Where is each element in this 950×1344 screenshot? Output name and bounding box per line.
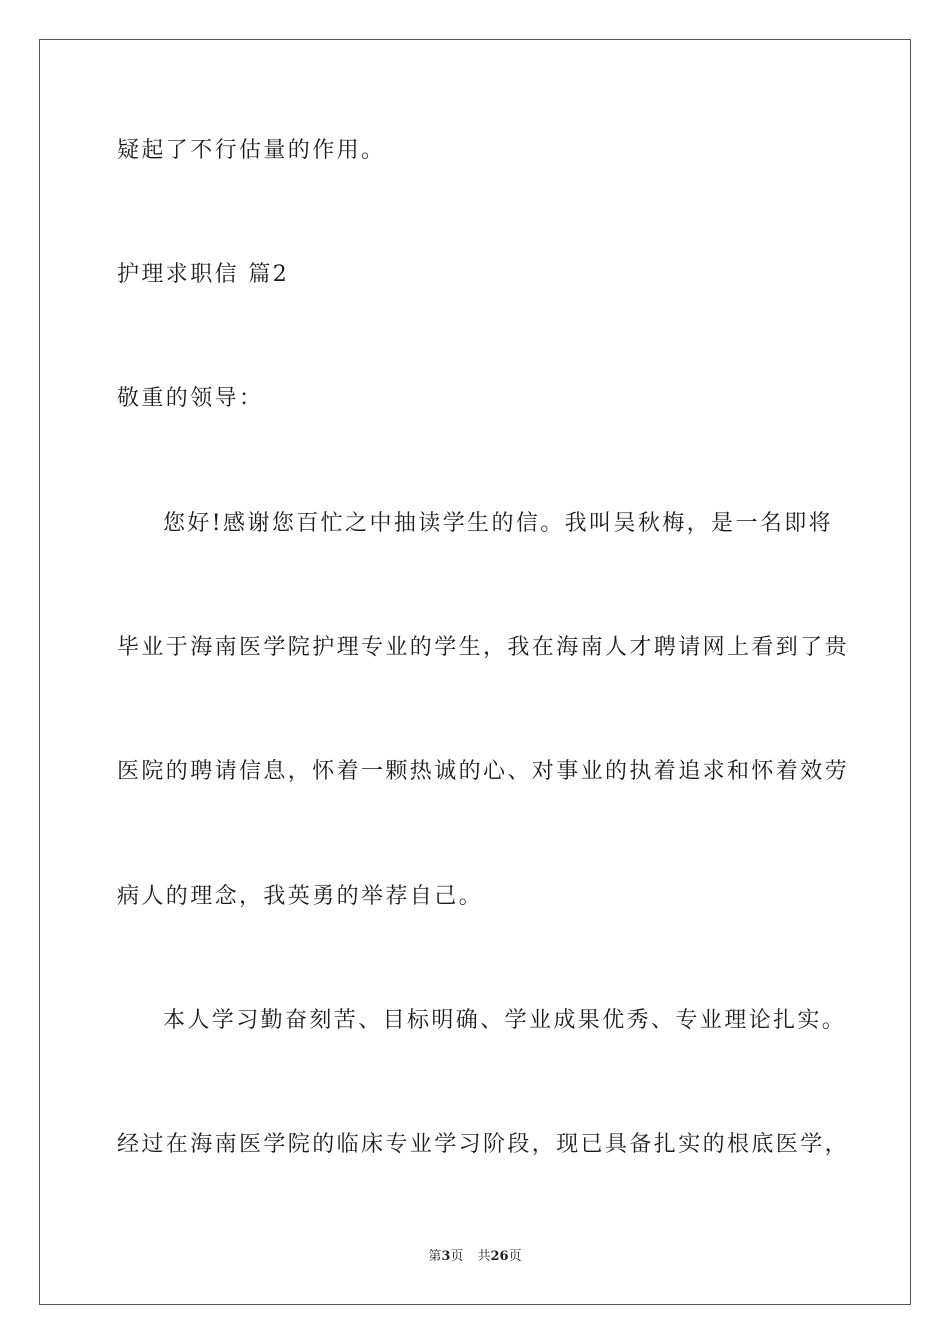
body-line-7: 病人的理念，我英勇的举荐自己。 bbox=[117, 884, 484, 909]
section-heading: 护理求职信 篇2 bbox=[117, 262, 290, 287]
page-suffix: 页 bbox=[450, 1249, 464, 1264]
total-suffix: 页 bbox=[508, 1249, 522, 1264]
page-prefix: 第 bbox=[428, 1249, 442, 1264]
body-line-6: 医院的聘请信息，怀着一颗热诚的心、对事业的执着追求和怀着效劳 bbox=[117, 759, 850, 784]
body-line-5: 毕业于海南医学院护理专业的学生，我在海南人才聘请网上看到了贵 bbox=[117, 635, 850, 660]
total-prefix: 共 bbox=[477, 1249, 491, 1264]
page-border bbox=[39, 39, 911, 1305]
salutation: 敬重的领导： bbox=[117, 386, 264, 411]
page-total: 26 bbox=[490, 1249, 509, 1264]
body-line-1: 疑起了不行估量的作用。 bbox=[117, 138, 386, 163]
page-number: 3 bbox=[441, 1249, 451, 1264]
body-line-9: 经过在海南医学院的临床专业学习阶段，现已具备扎实的根底医学， bbox=[117, 1132, 850, 1157]
body-line-8: 本人学习勤奋刻苦、目标明确、学业成果优秀、专业理论扎实。 bbox=[163, 1008, 847, 1033]
page-footer bbox=[0, 1248, 950, 1266]
body-line-4: 您好!感谢您百忙之中抽读学生的信。我叫吴秋梅，是一名即将 bbox=[163, 511, 834, 536]
